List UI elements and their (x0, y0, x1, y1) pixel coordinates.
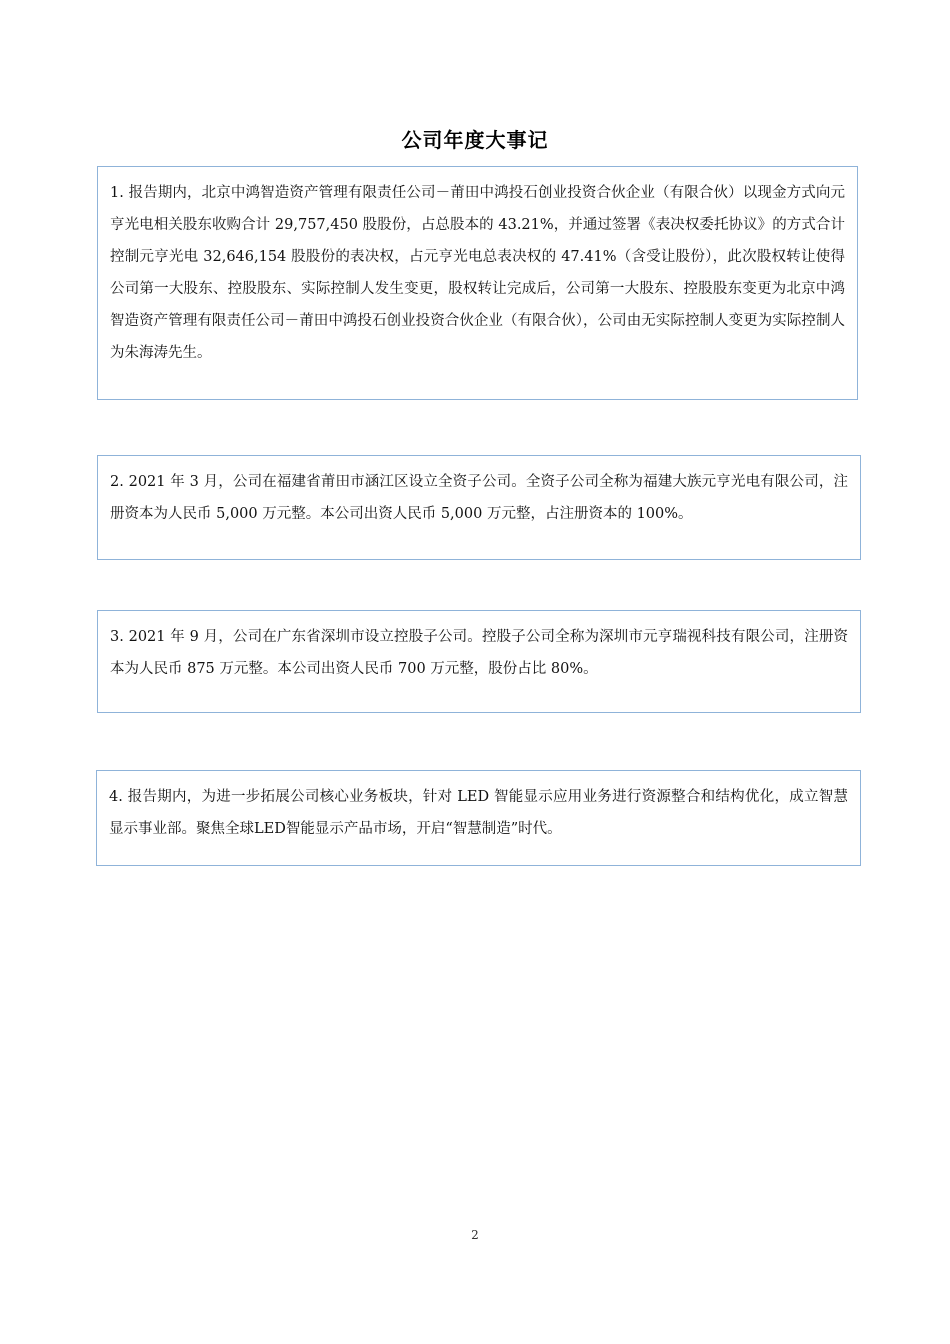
page-title: 公司年度大事记 (401, 128, 549, 152)
event-box-1 (97, 166, 858, 400)
event-text: 2. 2021 年 3 月，公司在福建省莆田市涵江区设立全资子公司。全资子公司全称为福建大族元亨光电有限公司，注册资本为人民币 5,000 万元整。本公司出资人民币 5,000 万元整，占注册资本的 100%。 (110, 474, 848, 522)
event-box-4 (96, 770, 861, 866)
event-box-2 (97, 455, 861, 560)
event-text: 1. 报告期内，北京中鸿智造资产管理有限责任公司－莆田中鸿投石创业投资合伙企业（有限合伙）以现金方式向元亨光电相关股东收购合计 29,757,450 股股份，占总股本的 43.21%，并通过签署《表决权委托协议》的方式合计控制元亨光电 32,646,154 股股份的表决权，占元亨光电总表决权的 47.41%（含受让股份），此次股权转让使得公司第一大股东、控股股东、实际控制人发生变更，股权转让完成后，公司第一大股东、控股股东变更为北京中鸿智造资产管理有限责任公司－莆田中鸿投石创业投资合伙企业（有限合伙），公司由无实际控制人变更为实际控制人为朱海涛先生。 (110, 185, 845, 361)
event-box-3 (97, 610, 861, 713)
page-number: 2 (471, 1228, 479, 1242)
event-text: 4. 报告期内，为进一步拓展公司核心业务板块，针对 LED 智能显示应用业务进行资源整合和结构优化，成立智慧显示事业部。聚焦全球LED智能显示产品市场，开启“智慧制造”时代。 (109, 789, 848, 837)
event-text: 3. 2021 年 9 月，公司在广东省深圳市设立控股子公司。控股子公司全称为深圳市元亨瑞视科技有限公司，注册资本为人民币 875 万元整。本公司出资人民币 700 万元整，股份占比 80%。 (110, 629, 848, 677)
